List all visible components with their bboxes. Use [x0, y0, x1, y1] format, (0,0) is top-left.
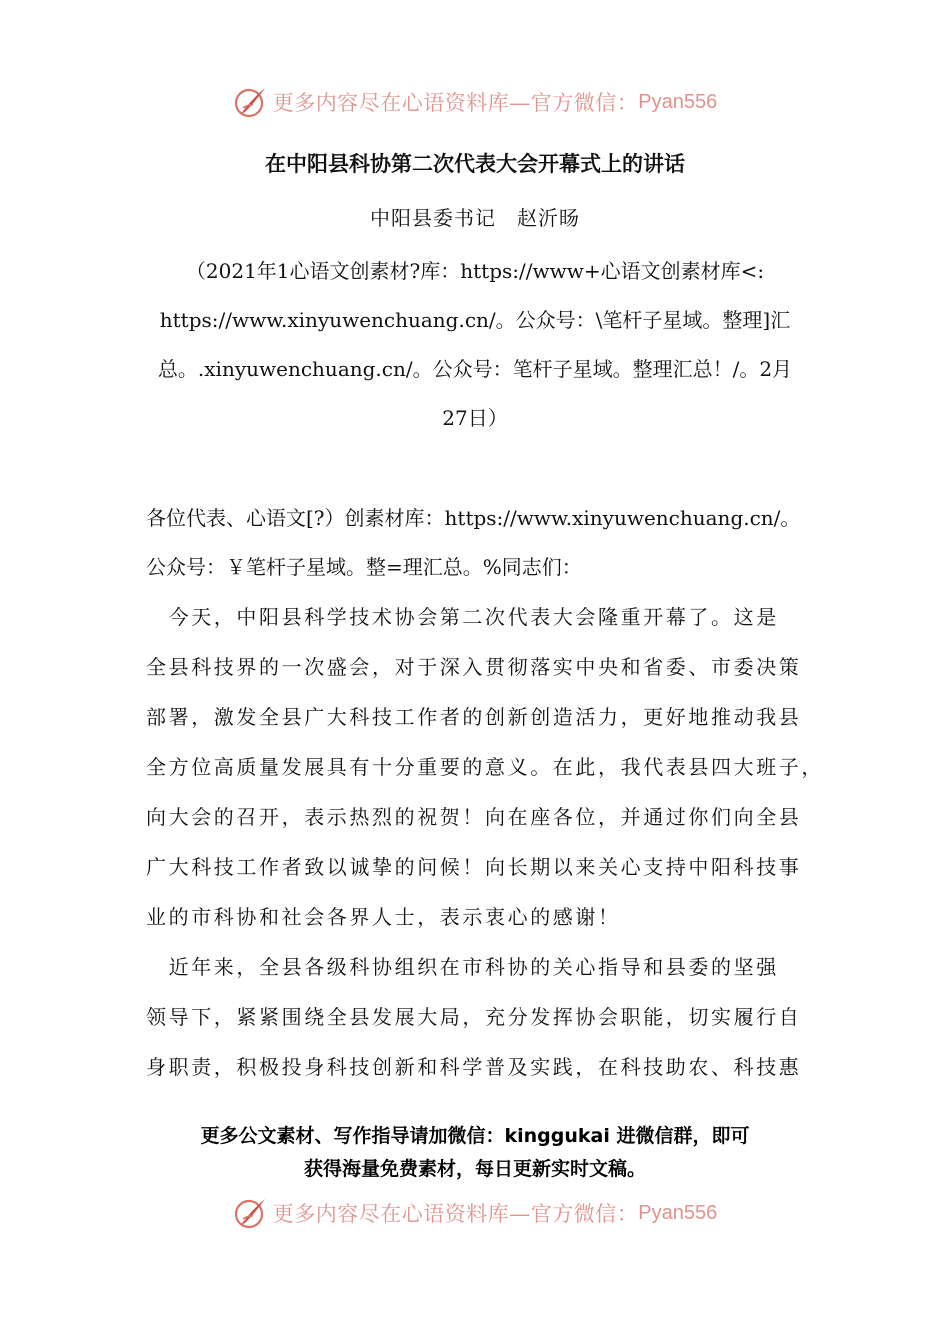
paragraph1-line-4: 全方位高质量发展具有十分重要的意义。在此，我代表县四大班子， — [146, 755, 824, 779]
banner-wechat-id: Pyan556 — [638, 1201, 718, 1224]
quill-circle-logo-icon — [233, 1195, 269, 1231]
top-banner — [0, 80, 950, 124]
paragraph2-line-3: 身职责，积极投身科技创新和科学普及实践，在科技助农、科技惠 — [146, 1055, 802, 1079]
paragraph1-line-3: 部署，激发全县广大科技工作者的创新创造活力，更好地推动我县 — [146, 705, 802, 729]
quill-circle-logo-icon — [233, 84, 269, 120]
greeting-line-1: 各位代表、心语文[?）创素材库：https://www.xinyuwenchuang.cn/。 — [146, 506, 801, 530]
banner-text: 更多内容尽在心语资料库—官方微信： — [272, 1202, 639, 1226]
paragraph1-line-1: 今天，中阳县科学技术协会第二次代表大会隆重开幕了。这是 — [146, 605, 779, 629]
banner-text: 更多内容尽在心语资料库—官方微信： — [272, 91, 639, 115]
greeting-line-2: 公众号：￥笔杆子星域。整=理汇总。%同志们： — [146, 555, 582, 579]
banner-wechat-id: Pyan556 — [638, 90, 718, 113]
paragraph1-line-6: 广大科技工作者致以诚挚的问候！向长期以来关心支持中阳科技事 — [146, 855, 802, 879]
footer-note-line-2: 获得海量免费素材，每日更新实时文稿。 — [303, 1158, 646, 1180]
bottom-banner — [0, 1191, 950, 1235]
paragraph1-line-2: 全县科技界的一次盛会，对于深入贯彻落实中央和省委、市委决策 — [146, 655, 802, 679]
paragraph2-line-1: 近年来，全县各级科协组织在市科协的关心指导和县委的坚强 — [146, 955, 779, 979]
source-line-3: 总。.xinyuwenchuang.cn/。公众号：笔杆子星域。整理汇总！/。2月 — [157, 357, 793, 381]
footer-note-line-1: 更多公文素材、写作指导请加微信：kinggukai 进微信群，即可 — [200, 1125, 750, 1147]
paragraph1-line-5: 向大会的召开，表示热烈的祝贺！向在座各位，并通过你们向全县 — [146, 805, 802, 829]
document-title: 在中阳县科协第二次代表大会开幕式上的讲话 — [265, 151, 685, 176]
paragraph2-line-2: 领导下，紧紧围绕全县发展大局，充分发挥协会职能，切实履行自 — [146, 1005, 802, 1029]
source-line-2: https://www.xinyuwenchuang.cn/。公众号：\笔杆子星域。整理]汇 — [159, 308, 791, 332]
document-author: 中阳县委书记 赵沂旸 — [370, 206, 580, 230]
paragraph1-line-7: 业的市科协和社会各界人士，表示衷心的感谢！ — [146, 905, 621, 929]
source-line-1: （2021年1心语文创素材?库：https://www+心语文创素材库<: — [185, 259, 765, 283]
source-line-4: 27日） — [442, 406, 508, 430]
